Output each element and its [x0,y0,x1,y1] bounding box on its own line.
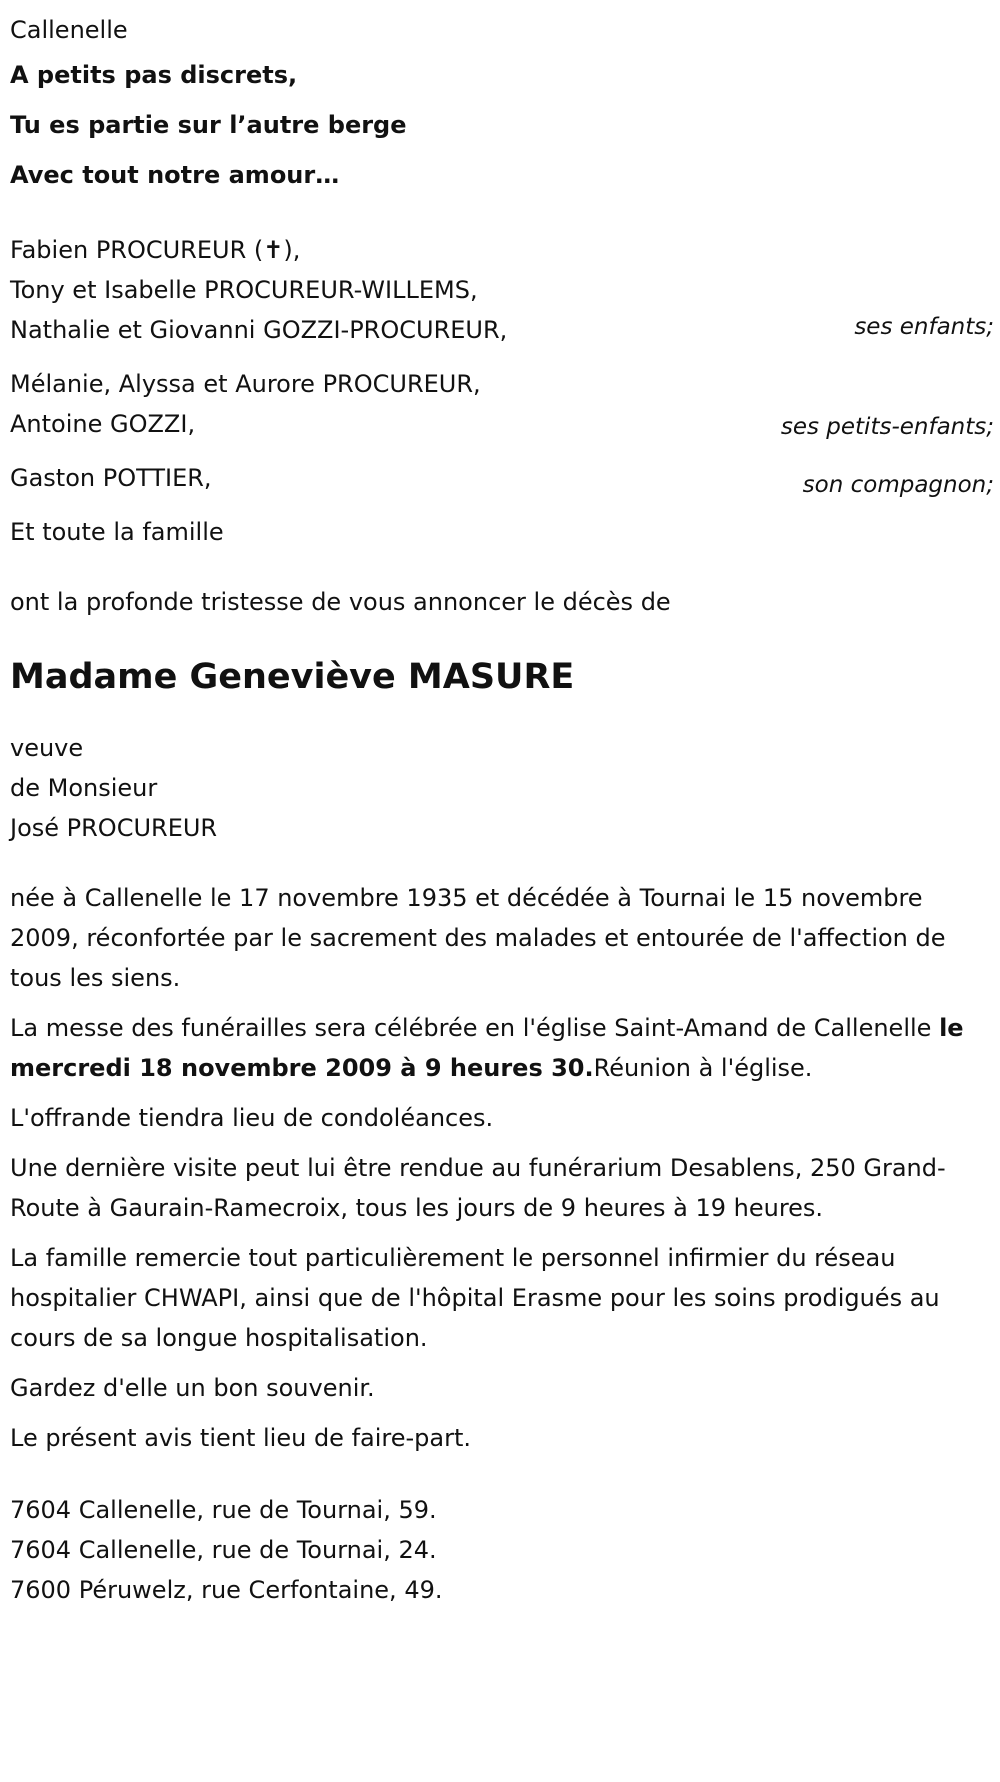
widow-line: veuve [10,734,84,762]
relative-name: Mélanie, Alyssa et Aurore PROCUREUR, [10,370,481,398]
relative-name: Tony et Isabelle PROCUREUR-WILLEMS, [10,276,478,304]
relation-label: ses petits-enfants; [780,414,994,440]
memory-paragraph: Gardez d'elle un bon souvenir. [10,1374,375,1402]
widow-line: José PROCUREUR [10,814,218,842]
relative-name: Antoine GOZZI, [10,410,196,438]
mass-paragraph [10,1008,995,1088]
offering-paragraph: L'offrande tiendra lieu de condoléances. [10,1104,494,1132]
relation-label: ses enfants; [854,314,994,340]
address-line: 7604 Callenelle, rue de Tournai, 24. [10,1536,437,1564]
widow-line: de Monsieur [10,774,158,802]
address-line: 7604 Callenelle, rue de Tournai, 59. [10,1496,437,1524]
place-heading: Callenelle [10,16,128,44]
deceased-name: Madame Geneviève MASURE [10,657,575,697]
mass-text: La messe des funérailles sera célébrée en l'église Saint-Amand de Callenelle [10,1014,940,1042]
addresses [10,1490,984,1610]
mass-date: le mercredi 18 novembre 2009 à 9 heures 30. [10,1014,964,1082]
grandchildren-group [10,364,994,444]
address-line: 7600 Péruwelz, rue Cerfontaine, 49. [10,1576,443,1604]
relation-label: son compagnon; [802,472,994,498]
thanks-paragraph: La famille remercie tout particulièrement le personnel infirmier du réseau hospitalier CHWAPI, ainsi que de l'hôpital Erasme pour les soins prodigués au cours de sa longue hospitalisation. [10,1244,940,1352]
poem-line: Avec tout notre amour… [10,161,340,189]
birth-death-paragraph: née à Callenelle le 17 novembre 1935 et décédée à Tournai le 15 novembre 2009, réconfortée par le sacrement des malades et entourée de l'affection de tous les siens. [10,884,946,992]
widow-block [10,728,984,848]
announcement: ont la profonde tristesse de vous annoncer le décès de [10,588,671,616]
visit-paragraph: Une dernière visite peut lui être rendue au funérarium Desablens, 250 Grand-Route à Gaurain-Ramecroix, tous les jours de 9 heures à 19 heures. [10,1154,946,1222]
notice-paragraph: Le présent avis tient lieu de faire-part. [10,1424,472,1452]
relative-name: Fabien PROCUREUR (✝), [10,236,301,264]
poem-line: Tu es partie sur l’autre berge [10,111,407,139]
relative-name: Gaston POTTIER, [10,464,212,492]
poem [10,50,984,200]
poem-line: A petits pas discrets, [10,61,298,89]
relative-name: Nathalie et Giovanni GOZZI-PROCUREUR, [10,316,508,344]
family-line: Et toute la famille [10,518,224,546]
children-group [10,230,994,350]
mass-text-after: Réunion à l'église. [593,1054,813,1082]
companion-group [10,458,994,498]
